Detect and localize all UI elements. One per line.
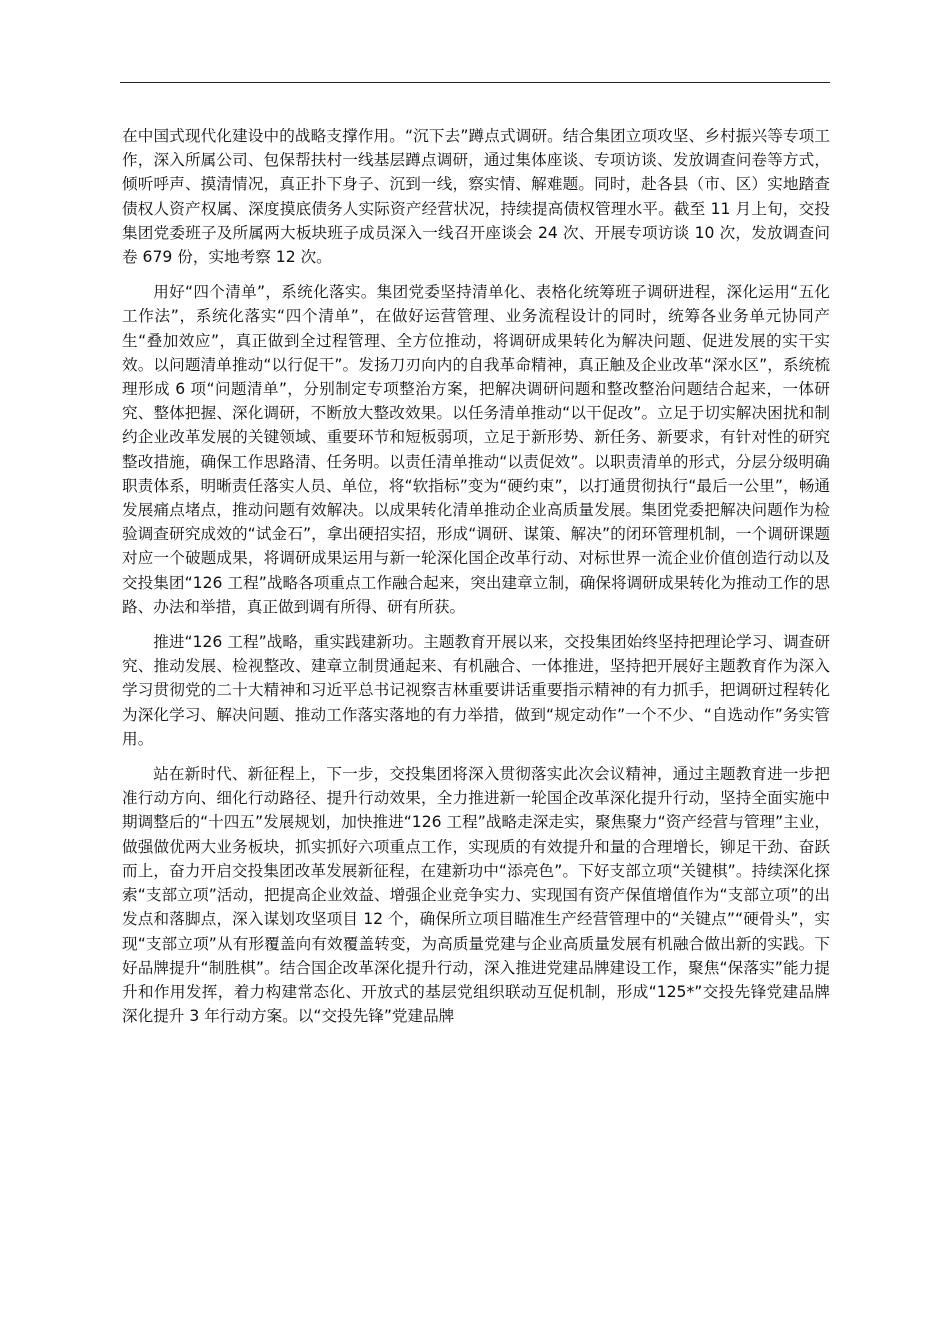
paragraph-2: 用好“四个清单”，系统化落实。集团党委坚持清单化、表格化统筹班子调研进程，深化运用“五化工作法”，系统化落实“四个清单”，在做好运营管理、业务流程设计的同时，统筹各业务单元协同产生“叠加效应”，真正做到全过程管理、全方位推动，将调研成果转化为解决问题、促进发展的实干实效。以问题清单推动“以行促干”。发扬刀刃向内的自我革命精神，真正触及企业改革“深水区”，系统梳理形成 6 项“问题清单”，分别制定专项整治方案，把解决调研问题和整改整治问题结合起来，一体研究、整体把握、深化调研，不断放大整改效果。以任务清单推动“以干促改”。立足于切实解决困扰和制约企业改革发展的关键领域、重要环节和短板弱项，立足于新形势、新任务、新要求，有针对性的研究整改措施，确保工作思路清、任务明。以责任清单推动“以责促效”。以职责清单的形式，分层分级明确职责体系，明晰责任落实人员、单位，将“软指标”变为“硬约束”，以打通贯彻执行“最后一公里”，畅通发展痛点堵点，推动问题有效解决。以成果转化清单推动企业高质量发展。集团党委把解决问题作为检验调查研究成效的“试金石”，拿出硬招实招，形成“调研、谋策、解决”的闭环管理机制，一个调研课题对应一个破题成果，将调研成果运用与新一轮深化国企改革行动、对标世界一流企业价值创造行动以及交投集团“126 工程”战略各项重点工作融合起来，突出建章立制，确保将调研成果转化为推动工作的思路、办法和举措，真正做到调有所得、研有所获。 [122, 283, 830, 616]
paragraph-3: 推进“126 工程”战略，重实践建新功。主题教育开展以来，交投集团始终坚持把理论学习、调查研究、推动发展、检视整改、建章立制贯通起来、有机融合、一体推进，坚持把开展好主题教育作为深入学习贯彻党的二十大精神和习近平总书记视察吉林重要讲话重要指示精神的有力抓手，把调研过程转化为深化学习、解决问题、推动工作落实落地的有力举措，做到“规定动作”一个不少、“自选动作”务实管用。 [122, 633, 830, 748]
document-body [122, 124, 830, 1039]
paragraph-1: 在中国式现代化建设中的战略支撑作用。“沉下去”蹲点式调研。结合集团立项攻坚、乡村振兴等专项工作，深入所属公司、包保帮扶村一线基层蹲点调研，通过集体座谈、专项访谈、发放调查问卷等方式，倾听呼声、摸清情况，真正扑下身子、沉到一线，察实情、解难题。同时，赴各县（市、区）实地踏查债权人资产权属、深度摸底债务人实际资产经营状况，持续提高债权管理水平。截至 11 月上旬，交投集团党委班子及所属两大板块班子成员深入一线召开座谈会 24 次、开展专项访谈 10 次，发放调查问卷 679 份，实地考察 12 次。 [122, 127, 830, 267]
paragraph-4: 站在新时代、新征程上，下一步，交投集团将深入贯彻落实此次会议精神，通过主题教育进一步把准行动方向、细化行动路径、提升行动效果，全力推进新一轮国企改革深化提升行动，坚持全面实施中期调整后的“十四五”发展规划，加快推进“126 工程”战略走深走实，聚焦聚力“资产经营与管理”主业，做强做优两大业务板块，抓实抓好六项重点工作，实现质的有效提升和量的合理增长，铆足干劲、奋跃而上，奋力开启交投集团改革发展新征程，在建新功中“添亮色”。下好支部立项“关键棋”。持续深化探索“支部立项”活动，把提高企业效益、增强企业竞争实力、实现国有资产保值增值作为“支部立项”的出发点和落脚点，深入谋划攻坚项目 12 个，确保所立项目瞄准生产经营管理中的“关键点”“硬骨头”，实现“支部立项”从有形覆盖向有效覆盖转变，为高质量党建与企业高质量发展有机融合做出新的实践。下好品牌提升“制胜棋”。结合国企改革深化提升行动，深入推进党建品牌建设工作，聚焦“保落实”能力提升和作用发挥，着力构建常态化、开放式的基层党组织联动互促机制，形成“125*”交投先锋党建品牌深化提升 3 年行动方案。以“交投先锋”党建品牌 [122, 765, 830, 1026]
header-rule [120, 82, 830, 83]
